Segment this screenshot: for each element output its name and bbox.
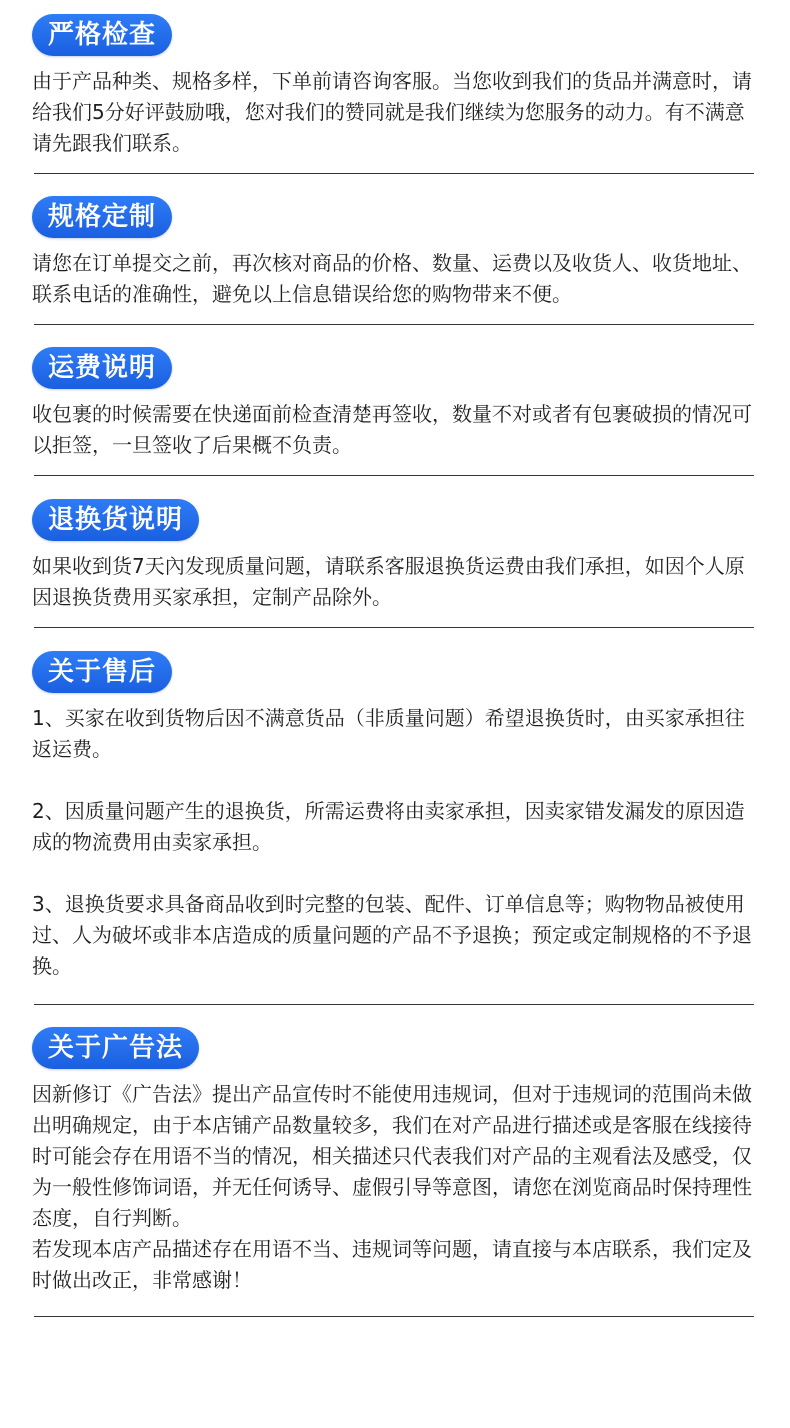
section-divider: [34, 475, 754, 476]
section-body: [32, 703, 758, 982]
section-divider: [34, 173, 754, 174]
paragraph: 因新修订《广告法》提出产品宣传时不能使用违规词，但对于违规词的范围尚未做出明确规定，由于本店铺产品数量较多，我们在对产品进行描述或是客服在线接待时可能会存在用语不当的情况，相关描述只代表我们对产品的主观看法及感受，仅为一般性修饰词语，并无任何诱导、虚假引导等意图，请您在浏览商品时保持理性态度，自行判断。: [32, 1082, 752, 1230]
section-body: [32, 66, 758, 159]
section-divider: [34, 1004, 754, 1005]
section-divider: [34, 1316, 754, 1317]
paragraph: 收包裹的时候需要在快递面前检查清楚再签收，数量不对或者有包裹破损的情况可以拒签，一旦签收了后果概不负责。: [32, 402, 752, 457]
section-title-badge: 运费说明: [32, 347, 172, 389]
section-divider: [34, 324, 754, 325]
section-body: [32, 248, 758, 310]
section-title-badge: 严格检查: [32, 14, 172, 56]
section-body: [32, 1079, 758, 1296]
paragraph: 1、买家在收到货物后因不满意货品（非质量问题）希望退换货时，由买家承担往返运费。: [32, 706, 745, 761]
section-title-badge: 关于售后: [32, 651, 172, 693]
paragraph-gap: [32, 765, 758, 796]
paragraph: 如果收到货7天內发现质量问题，请联系客服退换货运费由我们承担，如因个人原因退换货费用买家承担，定制产品除外。: [32, 554, 745, 609]
section-title-badge: 规格定制: [32, 196, 172, 238]
paragraph: 若发现本店产品描述存在用语不当、违规词等问题，请直接与本店联系，我们定及时做出改正，非常感谢！: [32, 1237, 752, 1292]
section-divider: [34, 627, 754, 628]
paragraph: 3、退换货要求具备商品收到时完整的包装、配件、订单信息等；购物物品被使用过、人为破坏或非本店造成的质量问题的产品不予退换；预定或定制规格的不予退换。: [32, 892, 752, 978]
section-title-badge: 退换货说明: [32, 499, 199, 541]
paragraph: 请您在订单提交之前，再次核对商品的价格、数量、运费以及收货人、收货地址、联系电话的准确性，避免以上信息错误给您的购物带来不便。: [32, 251, 752, 306]
paragraph: 由于产品种类、规格多样，下单前请咨询客服。当您收到我们的货品并满意时，请给我们5分好评鼓励哦，您对我们的赞同就是我们继续为您服务的动力。有不满意请先跟我们联系。: [32, 69, 752, 155]
section-body: [32, 551, 758, 613]
paragraph-gap: [32, 858, 758, 889]
section-body: [32, 399, 758, 461]
paragraph: 2、因质量问题产生的退换货，所需运费将由卖家承担，因卖家错发漏发的原因造成的物流费用由卖家承担。: [32, 799, 745, 854]
section-title-badge: 关于广告法: [32, 1027, 199, 1069]
